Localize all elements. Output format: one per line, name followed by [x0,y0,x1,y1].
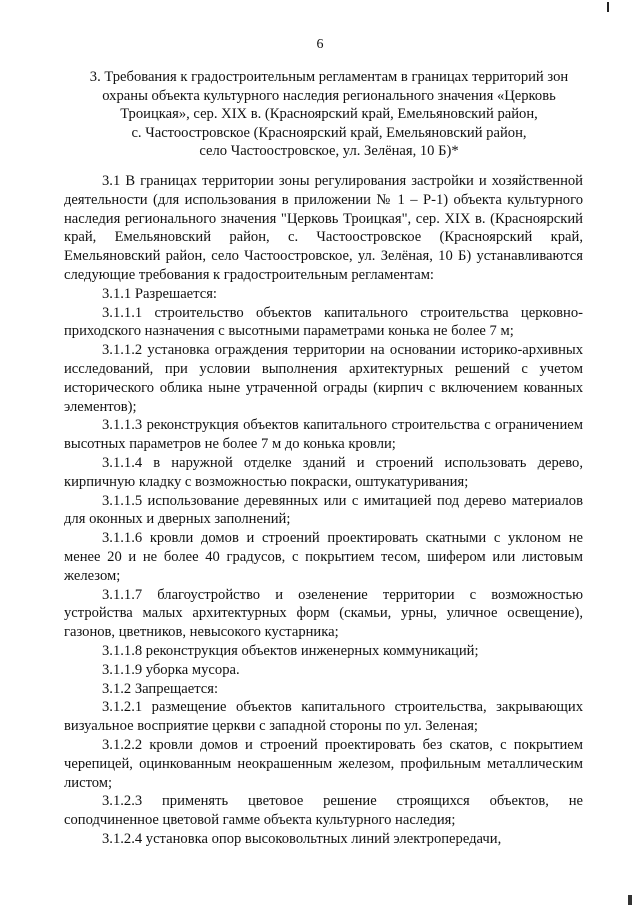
forbidden-section [64,680,583,849]
forbidden-item: 3.1.2.1 размещение объектов капитального строительства, закрывающих визуальное восприятие церкви с западной стороны по ул. Зеленая; [64,699,583,735]
forbidden-item: 3.1.2.3 применять цветовое решение строящихся объектов, не соподчиненное цветовой гамме объекта культурного наследия; [64,793,583,829]
heading-line: охраны объекта культурного наследия регионального значения «Церковь [102,87,556,104]
forbidden-item: 3.1.2.4 установка опор высоковольтных линий электропередачи, [102,830,502,847]
heading-line: село Частоостровское, ул. Зелёная, 10 Б)* [199,143,459,160]
forbidden-title: 3.1.2 Запрещается: [102,680,219,697]
allowed-item: 3.1.1.7 благоустройство и озеленение территории с возможностью устройства малых архитектурных форм (скамьи, урны, уличное освещение), газонов, цветников, невысокого кустарника; [64,586,583,641]
corner-mark [607,2,609,12]
scan-edge-mark [628,895,632,905]
document-body [64,172,583,849]
heading-line: с. Частоостровское (Красноярский край, Емельяновский район, [131,124,527,141]
heading-line: 3. Требования к градостроительным регламентам в границах территорий зон [89,69,569,85]
allowed-item: 3.1.1.6 кровли домов и строений проектировать скатными с уклоном не менее 20 и не более 40 градусов, с покрытием тесом, шифером или листовым железом; [64,530,583,584]
allowed-item: 3.1.1.8 реконструкция объектов инженерных коммуникаций; [102,642,479,659]
allowed-title: 3.1.1 Разрешается: [102,285,217,302]
allowed-item: 3.1.1.4 в наружной отделке зданий и строений использовать дерево, кирпичную кладку с возможностью покраски, оштукатуривания; [64,454,583,490]
allowed-section [64,285,583,680]
allowed-item: 3.1.1.1 строительство объектов капитального строительства церковно-приходского назначения с высотными параметрами конька не более 7 м; [64,304,583,340]
allowed-item: 3.1.1.5 использование деревянных или с имитацией под дерево материалов для оконных и дверных заполнений; [64,492,583,528]
section-heading [64,68,594,161]
heading-line: Троицкая», сер. XIX в. (Красноярский край, Емельяновский район, [120,106,538,123]
page-number: 6 [316,37,324,52]
intro-paragraph: 3.1 В границах территории зоны регулирования застройки и хозяйственной деятельности (для использования в приложении № 1 – Р-1) объекта культурного наследия регионального значения "Церковь Троицкая", сер. XIX в. (Красноярский край, Емельяновский район, с. Частоостровское (Красноярский край, Емельяновский район, село Частоостровское, ул. Зелёная, 10 Б) устанавливаются следующие требования к градостроительным регламентам: [64,173,583,283]
forbidden-item: 3.1.2.2 кровли домов и строений проектировать без скатов, с покрытием черепицей, оцинкованным неокрашенным железом, профильным металлическим листом; [64,736,583,791]
allowed-item: 3.1.1.9 уборка мусора. [102,661,240,678]
allowed-item: 3.1.1.2 установка ограждения территории на основании историко-архивных исследований, при условии выполнения архитектурных решений с учетом исторического облика ныне утраченной ограды (кирпич с включением кованных элементов); [64,342,583,415]
allowed-item: 3.1.1.3 реконструкция объектов капитального строительства с ограничением высотных параметров не более 7 м до конька кровли; [64,417,583,453]
